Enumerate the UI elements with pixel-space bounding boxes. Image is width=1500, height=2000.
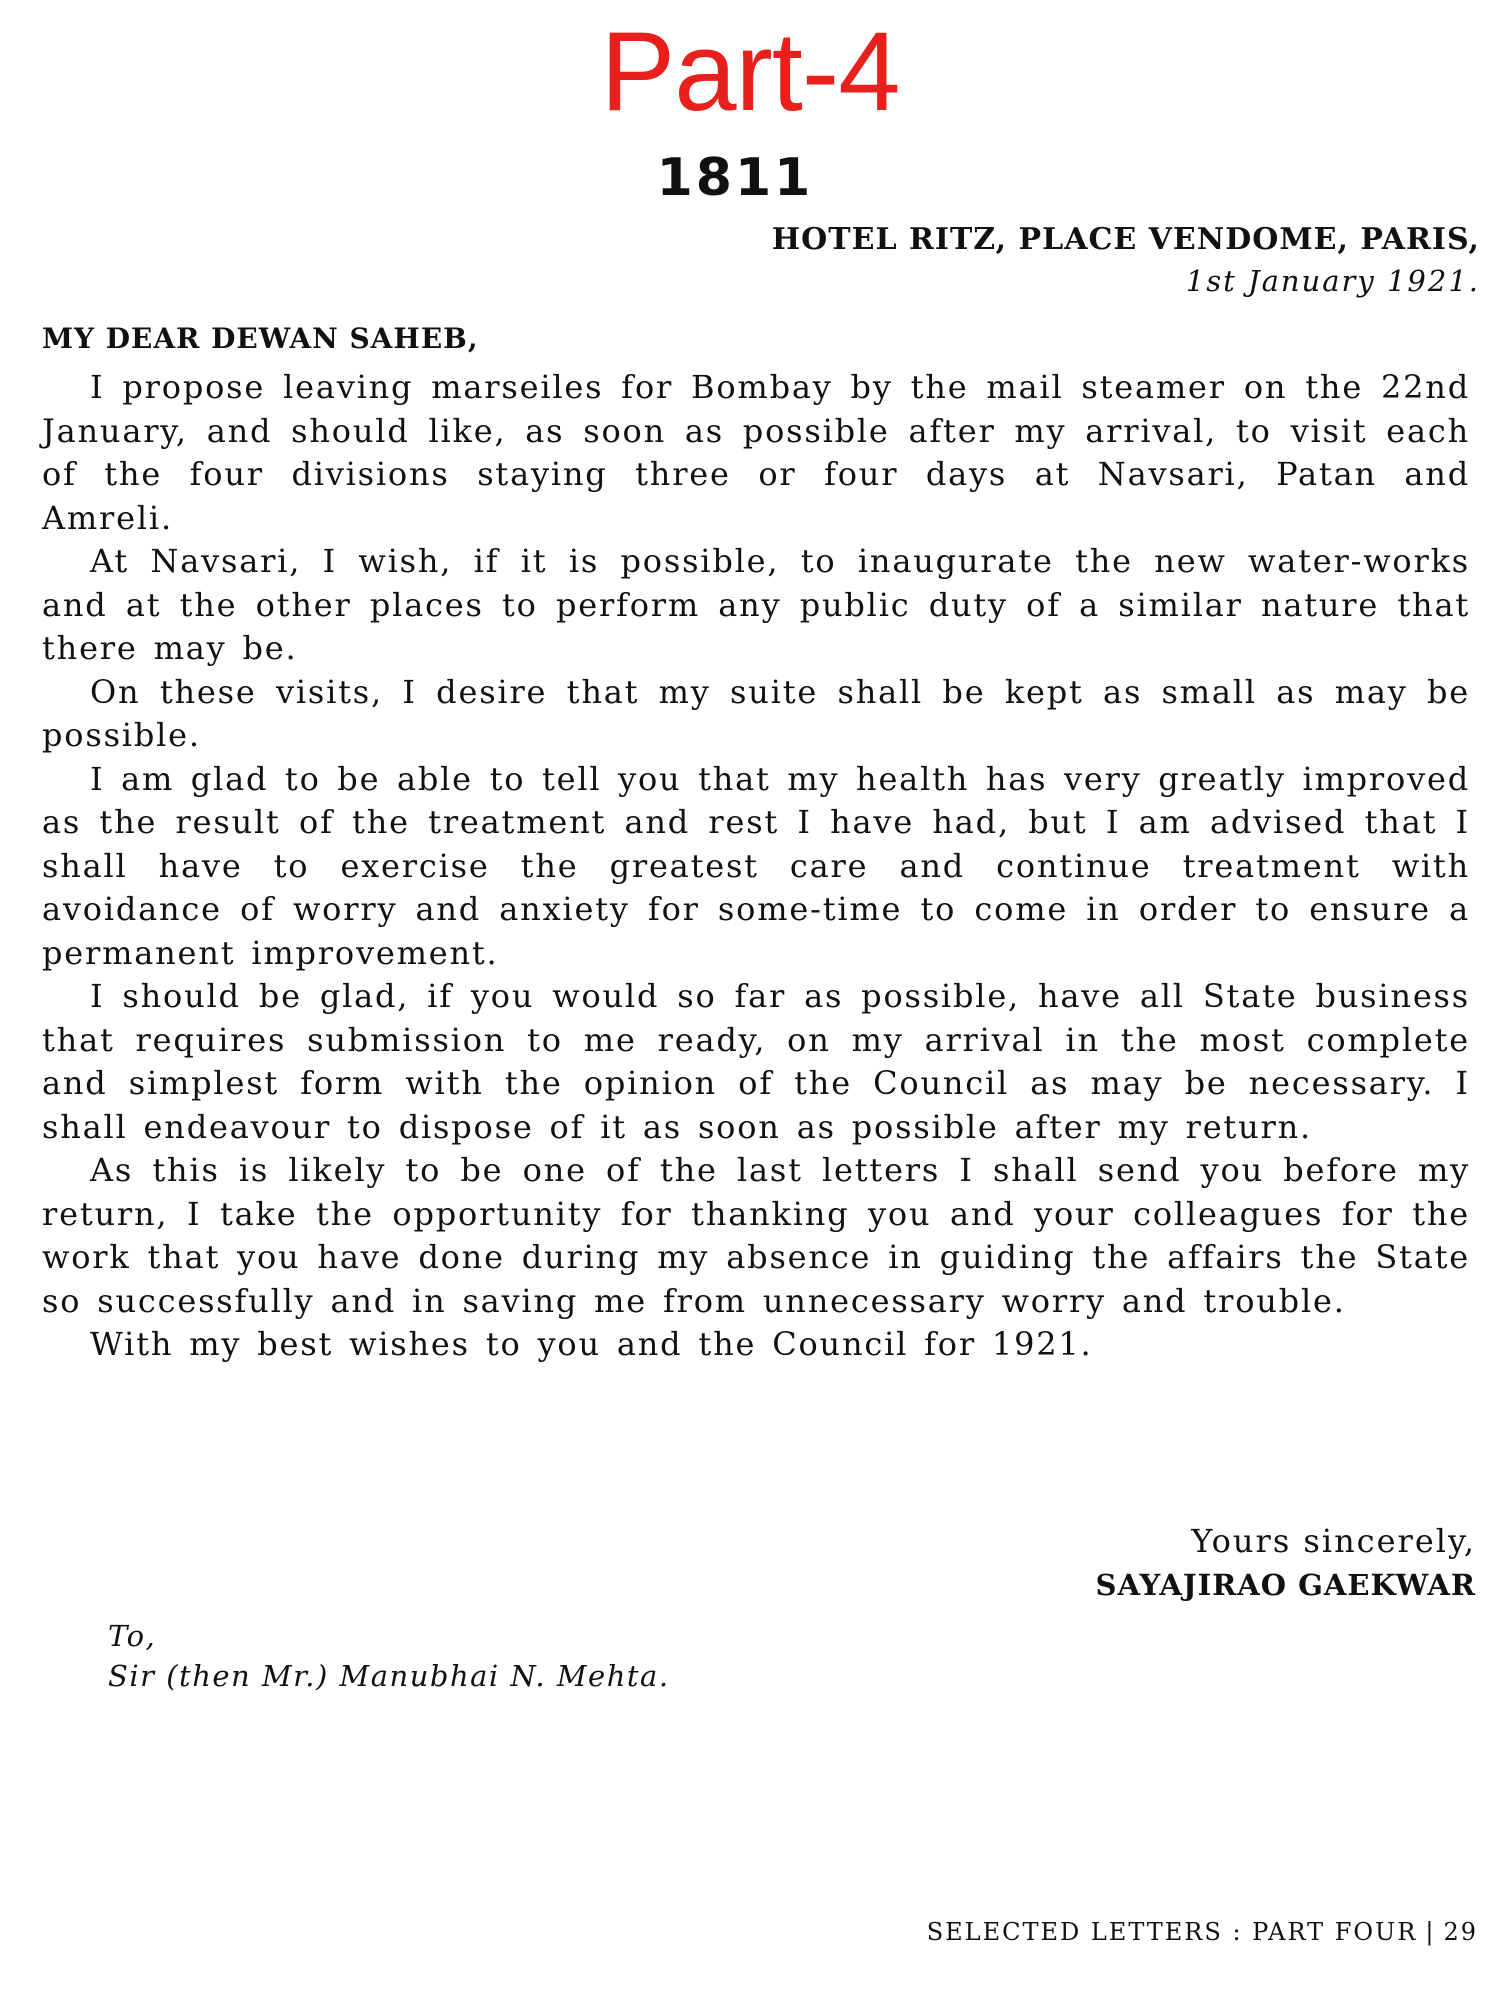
sender-address: HOTEL RITZ, PLACE VENDOME, PARIS, [771, 222, 1480, 257]
page-number: 29 [1443, 1918, 1478, 1946]
letter-number: 1811 [656, 148, 814, 208]
page-footer [927, 1918, 1478, 1946]
salutation: MY DEAR DEWAN SAHEB, [42, 322, 479, 355]
footer-book-section: SELECTED LETTERS : PART FOUR [926, 1918, 1418, 1946]
recipient-name: Sir (then Mr.) Manubhai N. Mehta. [108, 1659, 670, 1693]
recipient [108, 1616, 670, 1696]
letter-body [42, 366, 1470, 1367]
letter-date: 1st January 1921. [1185, 264, 1480, 298]
recipient-to: To, [108, 1619, 157, 1653]
closing: Yours sincerely, [1191, 1522, 1476, 1560]
footer-separator: | [1425, 1918, 1436, 1946]
page-title: Part-4 [600, 9, 900, 134]
paragraph: I should be glad, if you would so far as possible, have all State business that requires submission to me ready, on my arrival in the most complete and simplest form with the opinion of the Council as may be necessary. I shall endeavour to dispose of it as soon as possible after my return. [42, 977, 1470, 1146]
paragraph: As this is likely to be one of the last letters I shall send you before my return, I take the opportunity for thanking you and your colleagues for the work that you have done during my absence in guiding the affairs the State so successfully and in saving me from unnecessary worry and trouble. [42, 1151, 1470, 1320]
paragraph: I am glad to be able to tell you that my health has very greatly improved as the result of the treatment and rest I have had, but I am advised that I shall have to exercise the greatest care and continue treatment with avoidance of worry and anxiety for some-time to come in order to ensure a permanent improvement. [42, 759, 1470, 972]
paragraph: At Navsari, I wish, if it is possible, to inaugurate the new water-works and at the other places to perform any public duty of a similar nature that there may be. [42, 542, 1470, 667]
paragraph: I propose leaving marseiles for Bombay by the mail steamer on the 22nd January, and should like, as soon as possible after my arrival, to visit each of the four divisions staying three or four days at Navsari, Patan and Amreli. [42, 368, 1470, 537]
signature: SAYAJIRAO GAEKWAR [1095, 1568, 1476, 1602]
paragraph: With my best wishes to you and the Council for 1921. [90, 1325, 1093, 1363]
paragraph: On these visits, I desire that my suite shall be kept as small as may be possible. [42, 672, 1470, 754]
